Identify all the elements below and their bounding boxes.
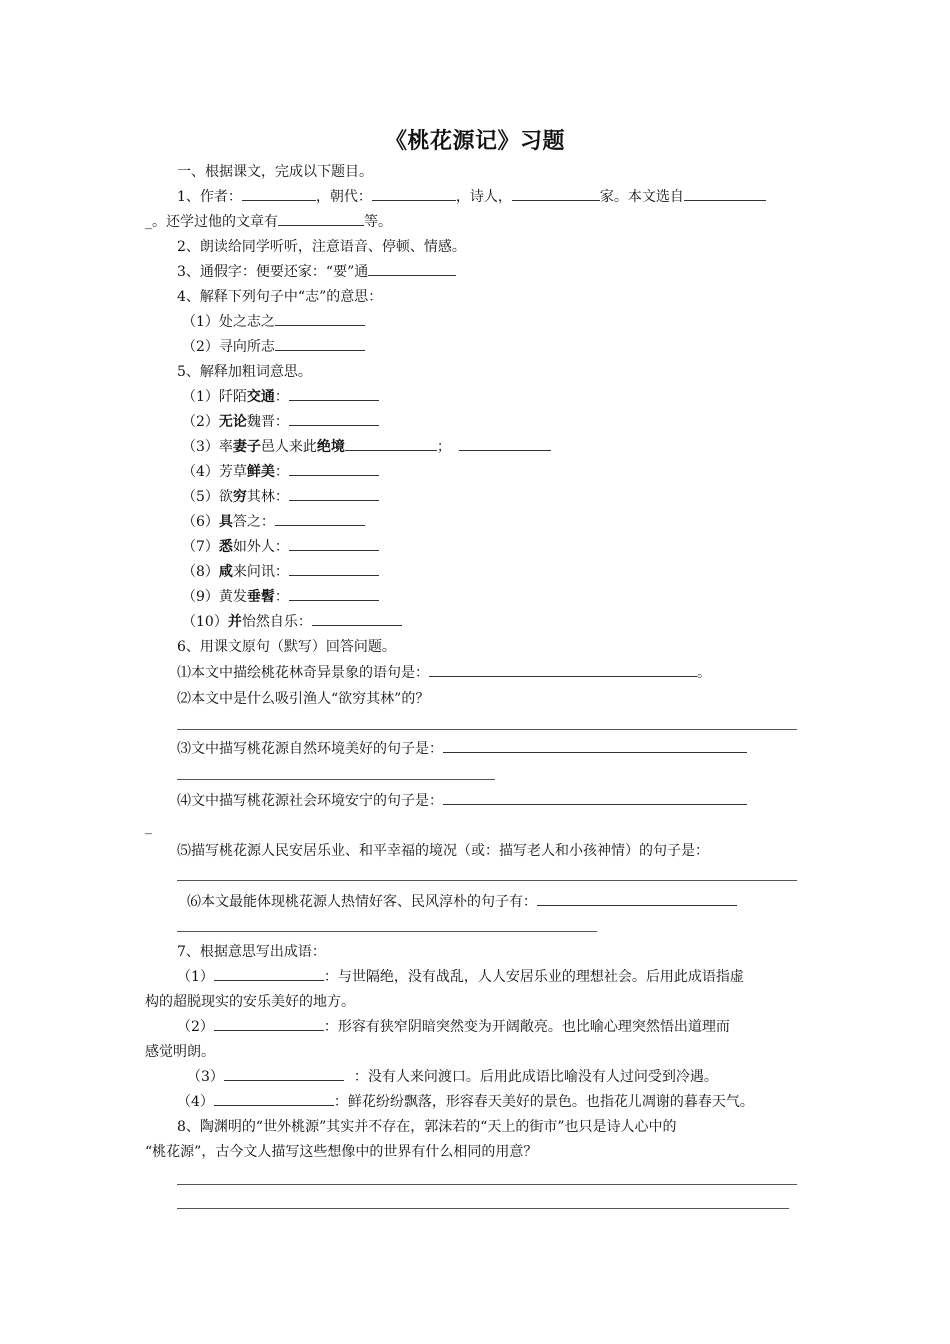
q5-separator: ； [436, 439, 451, 455]
q7-item-num: （3） [187, 1069, 224, 1085]
q5-item-mid: 邑人来此 [260, 439, 317, 455]
q5-item [182, 438, 551, 456]
q5-item-post: ： [274, 464, 289, 480]
bold-word: 穷 [232, 489, 247, 505]
q7-item [177, 1093, 754, 1111]
q5-blank[interactable] [289, 588, 379, 601]
q7-item-num: （2） [177, 1019, 214, 1035]
answer-line[interactable] [177, 1208, 789, 1209]
q5-item-post: 如外人： [232, 539, 289, 555]
answer-line[interactable] [177, 880, 797, 881]
q6-p1-end: 。 [697, 665, 711, 681]
q6-part-4-tail: _ [145, 819, 152, 835]
question-8: 8、陶渊明的“世外桃源”其实并不存在，郭沫若的“天上的街市”也只是诗人心中的 [177, 1119, 677, 1135]
q6-p6-text: ⑹本文最能体现桃花源人热情好客、民风淳朴的句子有： [187, 894, 537, 910]
q5-blank[interactable] [275, 513, 365, 526]
q4-blank[interactable] [275, 338, 365, 351]
answer-line[interactable] [177, 931, 597, 932]
q5-blank[interactable] [289, 413, 379, 426]
q3-text: 3、通假字：便要还家：“要”通 [177, 264, 369, 280]
q6-p3-text: ⑶文中描写桃花源自然环境美好的句子是： [177, 741, 443, 757]
q5-item-pre: （6） [182, 514, 219, 530]
q5-item-post: 魏晋： [246, 414, 289, 430]
question-2: 2、朗读给同学听听，注意语音、停顿、情感。 [177, 239, 466, 255]
q5-item-post: 怡然自乐： [241, 614, 312, 630]
q6-p1-text: ⑴本文中描绘桃花林奇异景象的语句是： [177, 665, 429, 681]
q5-item [182, 513, 365, 531]
bold-word: 具 [218, 514, 233, 530]
q5-item [182, 413, 379, 431]
q6-p1-blank[interactable] [429, 664, 697, 677]
q1-poet-blank[interactable] [512, 188, 600, 201]
q5-blank[interactable] [289, 388, 379, 401]
question-1 [177, 188, 766, 206]
bold-word: 妻子 [232, 439, 261, 455]
bold-word: 鲜美 [246, 464, 275, 480]
bold-word: 垂髫 [246, 589, 275, 605]
q6-part-5: ⑸描写桃花源人民安居乐业、和平幸福的境况（或：描写老人和小孩神情）的句子是： [177, 843, 709, 859]
q5-blank[interactable] [289, 488, 379, 501]
q5-blank[interactable] [459, 438, 551, 451]
page-title: 《桃花源记》习题 [384, 129, 565, 154]
idiom-blank[interactable] [214, 1018, 324, 1031]
q7-item [187, 1068, 718, 1086]
bold-word: 绝境 [316, 439, 345, 455]
answer-line[interactable] [177, 779, 495, 780]
question-7: 7、根据意思写出成语： [177, 944, 326, 960]
q5-item-pre: （3）率 [182, 439, 233, 455]
q7-item-text: ：没有人来问渡口。后用此成语比喻没有人过问受到冷遇。 [353, 1069, 718, 1085]
q5-item-post: 其林： [246, 489, 289, 505]
q4-item-label: （1）处之志之 [182, 314, 275, 330]
q6-p3-blank[interactable] [443, 740, 747, 753]
q6-part-6 [187, 893, 737, 911]
q1-author-blank[interactable] [242, 188, 316, 201]
q4-item [182, 313, 365, 331]
answer-line[interactable] [177, 729, 797, 730]
q5-item-post: 来问讯： [232, 564, 289, 580]
question-6: 6、用课文原句（默写）回答问题。 [177, 639, 396, 655]
q6-p4-text: ⑷文中描写桃花源社会环境安宁的句子是： [177, 793, 443, 809]
q5-item [182, 488, 379, 506]
q1-cont-end: 等。 [364, 214, 392, 230]
bold-word: 咸 [218, 564, 233, 580]
answer-line[interactable] [177, 1184, 797, 1185]
q5-item [182, 563, 379, 581]
bold-word: 无论 [218, 414, 247, 430]
q5-item-pre: （10） [182, 614, 228, 630]
q5-item [182, 588, 379, 606]
question-1-cont [145, 213, 392, 231]
q7-item-cont: 构的超脱现实的安乐美好的地方。 [145, 994, 355, 1010]
q5-item [182, 388, 379, 406]
q5-item-pre: （8） [182, 564, 219, 580]
q5-item-pre: （2） [182, 414, 219, 430]
bold-word: 悉 [218, 539, 233, 555]
idiom-blank[interactable] [224, 1068, 344, 1081]
q6-part-4 [177, 792, 747, 810]
q1-source-blank[interactable] [684, 188, 766, 201]
q4-item-label: （2）寻向所志 [182, 339, 275, 355]
question-3 [177, 263, 456, 281]
q5-item [182, 613, 402, 631]
q7-item-text: ：鲜花纷纷飘落，形容春天美好的景色。也指花儿凋谢的暮春天气。 [333, 1094, 754, 1110]
q5-item-pre: （4）芳草 [182, 464, 247, 480]
q6-part-1 [177, 664, 711, 682]
q6-part-2: ⑵本文中是什么吸引渔人“欲穷其林”的？ [177, 691, 430, 707]
q5-blank[interactable] [289, 463, 379, 476]
idiom-blank[interactable] [214, 1093, 334, 1106]
q4-blank[interactable] [275, 313, 365, 326]
q5-item-pre: （1）阡陌 [182, 389, 247, 405]
q5-item-pre: （7） [182, 539, 219, 555]
q5-item-pre: （9）黄发 [182, 589, 247, 605]
q6-part-3 [177, 740, 747, 758]
q3-blank[interactable] [368, 263, 456, 276]
q5-blank[interactable] [289, 538, 379, 551]
q7-item [177, 968, 744, 986]
q1-works-blank[interactable] [278, 213, 364, 226]
q5-item-pre: （5）欲 [182, 489, 233, 505]
q5-item-post: 答之： [232, 514, 275, 530]
q1-dynasty-blank[interactable] [372, 188, 456, 201]
q7-item-cont: 感觉明朗。 [145, 1044, 215, 1060]
q4-item [182, 338, 365, 356]
q7-item-text: ：与世隔绝，没有战乱，人人安居乐业的理想社会。后用此成语指虚 [323, 969, 744, 985]
q7-item-num: （1） [177, 969, 214, 985]
q5-item-post: ： [274, 389, 289, 405]
idiom-blank[interactable] [214, 968, 324, 981]
q5-item [182, 538, 379, 556]
q5-blank[interactable] [289, 563, 379, 576]
q7-item-num: （4） [177, 1094, 214, 1110]
q6-p4-blank[interactable] [443, 792, 747, 805]
q5-blank[interactable] [312, 613, 402, 626]
q1-author-label: 1、作者： [177, 189, 242, 205]
q5-item-post: ： [274, 589, 289, 605]
q5-blank[interactable] [345, 438, 437, 451]
bold-word: 交通 [246, 389, 275, 405]
q1-dynasty-label: ，朝代： [315, 189, 372, 205]
question-5: 5、解释加粗词意思。 [177, 364, 312, 380]
q1-jia-label: 家。本文选自 [599, 189, 684, 205]
question-4: 4、解释下列句子中“志”的意思： [177, 289, 383, 305]
q5-item [182, 463, 379, 481]
question-8-cont: “桃花源”，古今文人描写这些想像中的世界有什么相同的用意？ [145, 1144, 538, 1160]
q6-p6-blank[interactable] [537, 893, 737, 906]
q7-item [177, 1018, 730, 1036]
q1-poet-label: ，诗人， [455, 189, 512, 205]
q7-item-text: ：形容有狭窄阴暗突然变为开阔敞亮。也比喻心理突然悟出道理而 [323, 1019, 730, 1035]
q1-cont-start: _。还学过他的文章有 [145, 214, 278, 230]
section-heading: 一、根据课文，完成以下题目。 [177, 164, 373, 180]
bold-word: 并 [227, 614, 242, 630]
